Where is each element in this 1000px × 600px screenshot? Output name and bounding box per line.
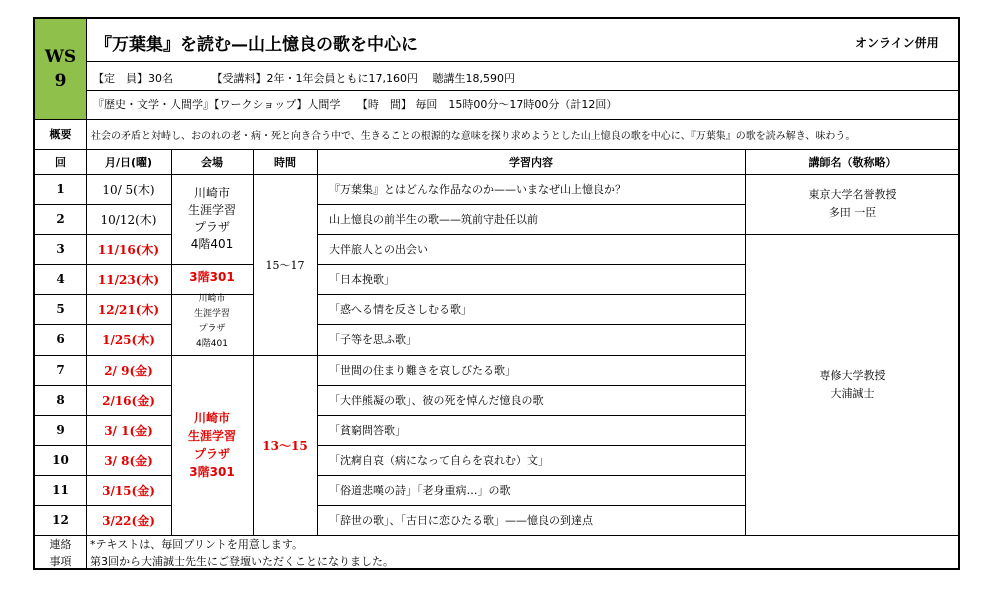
venue-sessions-5-6 [171, 289, 253, 355]
grid-line [317, 445, 745, 446]
grid-line [317, 294, 745, 295]
session-number: 9 [56, 423, 65, 437]
summary-label: 概要 [49, 128, 72, 141]
course-sheet [33, 17, 960, 570]
grid-line [35, 234, 171, 235]
grid-line [35, 294, 171, 295]
lecturer-name: 多田 一臣 [828, 206, 877, 219]
session-number: 10 [52, 453, 69, 467]
session-content: 「沈痾自哀（病になって自らを哀れむ）文」 [329, 454, 549, 467]
venue-line: 川崎市 [193, 185, 230, 200]
session-number: 12 [52, 513, 69, 527]
note-line: 第3回から大浦誠士先生にご登壇いただくことになりました。 [90, 555, 394, 568]
session-number: 7 [56, 363, 65, 377]
grid-line [86, 90, 960, 91]
grid-line [317, 324, 745, 325]
session-date: 2/ 9(金) [104, 363, 153, 378]
grid-line [35, 204, 171, 205]
session-date: 12/21(木) [97, 302, 160, 317]
session-content: 「子等を思ふ歌」 [329, 333, 417, 346]
venue-sessions-7-12 [171, 355, 253, 535]
grid-line [35, 475, 171, 476]
column-header-num: 回 [55, 155, 66, 169]
session-number: 5 [56, 302, 65, 316]
session-number: 8 [56, 393, 65, 407]
session-date: 11/23(木) [97, 272, 160, 287]
time-sessions-7-12: 13～15 [262, 438, 308, 453]
grid-line [86, 535, 87, 570]
session-content: 「貧窮問答歌」 [329, 424, 406, 437]
grid-line [35, 385, 171, 386]
venue-line: 川崎市 [198, 294, 226, 304]
grid-line [253, 149, 254, 535]
session-date: 3/22(金) [102, 513, 155, 528]
session-date: 2/16(金) [102, 393, 155, 408]
course-code-number: 9 [54, 71, 67, 91]
session-content: 「大伴熊凝の歌」、彼の死を悼んだ憶良の歌 [329, 394, 544, 407]
session-number: 1 [56, 182, 65, 196]
venue-line: 生涯学習 [193, 309, 230, 319]
venue-line: プラザ [193, 447, 230, 461]
grid-line [317, 264, 745, 265]
grid-line [171, 294, 253, 295]
grid-line [253, 355, 317, 356]
notes-label [35, 535, 86, 570]
column-header-date: 月/日(曜) [104, 155, 153, 169]
grid-line [35, 174, 960, 175]
grid-line [317, 234, 745, 235]
session-content: 「惑へる情を反さしむる歌」 [329, 303, 472, 316]
course-code-prefix: WS [44, 47, 77, 67]
session-content: 山上憶良の前半生の歌——筑前守赴任以前 [329, 213, 538, 226]
grid-line [171, 355, 253, 356]
lecturer-title: 東京大学名誉教授 [808, 188, 897, 201]
lecturer-sessions-1-2 [745, 174, 960, 234]
grid-line [745, 149, 746, 535]
notes-label-line: 事項 [49, 554, 72, 568]
column-header-time: 時間 [274, 155, 296, 169]
time-sessions-1-6: 15～17 [265, 258, 305, 272]
session-content: 「俗道悲嘆の詩」「老身重病…」の歌 [329, 484, 511, 497]
session-number: 11 [52, 483, 69, 497]
course-code-badge [35, 19, 86, 119]
column-header-content: 学習内容 [509, 155, 553, 169]
session-content: 「日本挽歌」 [329, 273, 395, 286]
grid-line [86, 19, 87, 174]
session-content: 『万葉集』とはどんな作品なのか——いまなぜ山上憶良か？ [329, 183, 626, 196]
grid-line [35, 324, 171, 325]
venue-line: 川崎市 [193, 411, 230, 425]
session-date: 3/ 1(金) [104, 423, 153, 438]
column-header-venue: 会場 [201, 155, 223, 169]
venue-line: 生涯学習 [187, 202, 236, 217]
note-line: *テキストは、毎回プリントを用意します。 [90, 538, 303, 551]
session-content: 「辞世の歌」、「古日に恋ひたる歌」——憶良の到達点 [329, 514, 593, 527]
venue-line: 3階301 [189, 465, 235, 479]
lecturer-title: 専修大学教授 [819, 368, 886, 382]
grid-line [35, 445, 171, 446]
grid-line [317, 475, 745, 476]
lecturer-name: 大浦誠士 [830, 386, 875, 400]
session-date: 11/16(木) [97, 242, 160, 257]
grid-line [35, 505, 171, 506]
lecturer-sessions-3-12 [745, 234, 960, 535]
venue-session-4: 3階301 [189, 269, 235, 284]
notes-text [90, 536, 950, 570]
grid-line [35, 149, 960, 150]
column-header-lecturer: 講師名（敬称略） [808, 155, 897, 169]
grid-line [745, 234, 960, 235]
grid-line [171, 149, 172, 535]
grid-line [86, 61, 960, 62]
grid-line [317, 149, 318, 535]
session-date: 10/ 5(木) [102, 182, 155, 197]
venue-line: 4階401 [190, 236, 234, 251]
grid-line [35, 119, 960, 120]
grid-line [35, 415, 171, 416]
summary-text: 社会の矛盾と対峙し、おのれの老・病・死と向き合う中で、生きることの根源的な意味を探り求めようとした山上憶良の歌を中心に、『万葉集』の歌を読み解き、味わう。 [91, 130, 856, 142]
grid-line [317, 505, 745, 506]
grid-line [171, 264, 253, 265]
course-title: 『万葉集』を読む—山上憶良の歌を中心に [95, 34, 418, 55]
venue-line: 生涯学習 [187, 429, 236, 443]
session-number: 3 [56, 242, 65, 256]
venue-line: 4階401 [196, 339, 228, 349]
grid-line [35, 355, 171, 356]
grid-line [35, 264, 171, 265]
enrollment-info: 【定 員】30名 【受講料】2年・1年会員ともに17,160円 聴講生18,590円 [93, 72, 515, 85]
grid-line [317, 204, 745, 205]
session-number: 4 [56, 272, 65, 286]
grid-line [317, 415, 745, 416]
grid-line [317, 385, 745, 386]
session-date: 10/12(木) [100, 212, 157, 227]
session-number: 2 [56, 212, 65, 226]
venue-sessions-1-3 [171, 174, 253, 263]
session-number: 6 [56, 332, 65, 346]
session-content: 「世間の住まり難きを哀しびたる歌」 [329, 364, 516, 377]
notes-label-line: 連絡 [49, 537, 72, 551]
online-badge: オンライン併用 [855, 35, 939, 50]
session-date: 1/25(木) [102, 332, 155, 347]
venue-line: プラザ [193, 219, 230, 234]
session-date: 3/ 8(金) [104, 453, 153, 468]
session-content: 大伴旅人との出会い [329, 243, 428, 256]
grid-line [35, 535, 960, 536]
session-date: 3/15(金) [102, 483, 155, 498]
schedule-info: 『歴史・文学・人間学』【ワークショップ】人間学 【時 間】 毎回 15時00分～17時00分（計12回） [93, 98, 618, 111]
grid-line [317, 355, 745, 356]
venue-line: プラザ [198, 324, 226, 334]
